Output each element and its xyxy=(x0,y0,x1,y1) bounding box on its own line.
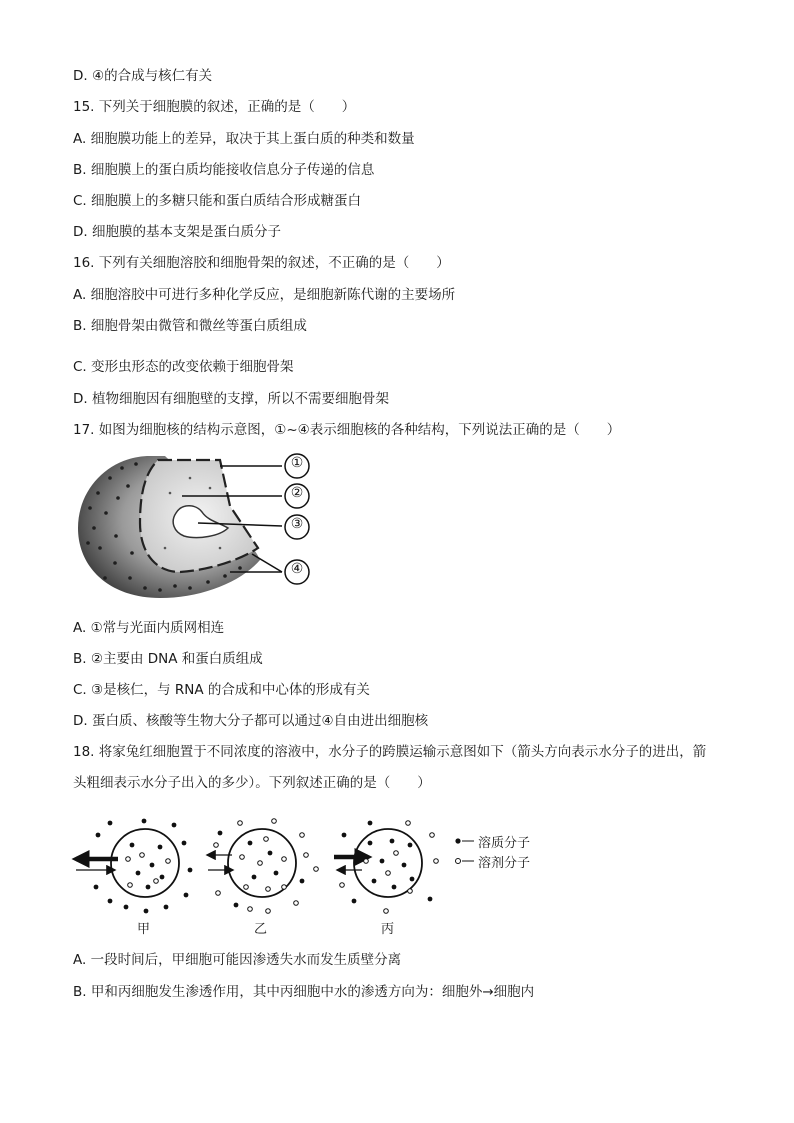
legend xyxy=(455,838,474,863)
cell-bing xyxy=(334,821,438,914)
legend-solvent-label: 溶剂分子 xyxy=(478,856,531,871)
q15-option-a: A. 细胞膜功能上的差异，取决于其上蛋白质的种类和数量 xyxy=(73,131,415,147)
q17-option-d: D. 蛋白质、核酸等生物大分子都可以通过④自由进出细胞核 xyxy=(73,713,429,729)
q15-option-c: C. 细胞膜上的多糖只能和蛋白质结合形成糖蛋白 xyxy=(73,193,362,209)
q17-option-c: C. ③是核仁，与 RNA 的合成和中心体的形成有关 xyxy=(73,682,370,698)
cell-label-bing: 丙 xyxy=(381,922,395,937)
legend-solute-marker xyxy=(455,838,460,843)
q16-option-d: D. 植物细胞因有细胞壁的支撑，所以不需要细胞骨架 xyxy=(73,391,389,407)
nucleus-label-2: ② xyxy=(290,485,304,501)
q18-stem-line1: 18. 将家兔红细胞置于不同浓度的溶液中，水分子的跨膜运输示意图如下（箭头方向表示水分子的进出，箭 xyxy=(73,744,707,760)
legend-solvent-marker xyxy=(456,859,461,864)
nucleus-label-3: ③ xyxy=(290,516,304,532)
q16-option-c: C. 变形虫形态的改变依赖于细胞骨架 xyxy=(73,359,294,375)
nucleus-drawing xyxy=(78,456,260,598)
q16-stem: 16. 下列有关细胞溶胶和细胞骨架的叙述，不正确的是（ ） xyxy=(73,255,450,271)
cell-label-yi: 乙 xyxy=(254,922,268,937)
nucleus-figure xyxy=(70,448,320,608)
legend-solute-label: 溶质分子 xyxy=(478,836,531,851)
q15-option-b: B. 细胞膜上的蛋白质均能接收信息分子传递的信息 xyxy=(73,162,375,178)
nucleus-label-1: ① xyxy=(290,455,304,471)
q14-option-d: D. ④的合成与核仁有关 xyxy=(73,68,213,84)
q15-option-d: D. 细胞膜的基本支架是蛋白质分子 xyxy=(73,224,281,240)
q16-option-a: A. 细胞溶胶中可进行多种化学反应，是细胞新陈代谢的主要场所 xyxy=(73,287,456,303)
cell-jia xyxy=(76,819,192,914)
q18-stem-line2: 头粗细表示水分子出入的多少）。下列叙述正确的是（ ） xyxy=(73,775,431,791)
q15-stem: 15. 下列关于细胞膜的叙述，正确的是（ ） xyxy=(73,99,356,115)
q18-option-b: B. 甲和丙细胞发生渗透作用，其中丙细胞中水的渗透方向为：细胞外→细胞内 xyxy=(73,984,535,1000)
cell-label-jia: 甲 xyxy=(137,922,151,937)
q17-option-b: B. ②主要由 DNA 和蛋白质组成 xyxy=(73,651,263,667)
q17-option-a: A. ①常与光面内质网相连 xyxy=(73,620,225,636)
cell-yi xyxy=(208,819,318,914)
q17-stem: 17. 如图为细胞核的结构示意图，①~④表示细胞核的各种结构，下列说法正确的是（ ） xyxy=(73,422,621,438)
nucleus-label-4: ④ xyxy=(290,561,304,577)
q16-option-b: B. 细胞骨架由微管和微丝等蛋白质组成 xyxy=(73,318,307,334)
q18-option-a: A. 一段时间后，甲细胞可能因渗透失水而发生质壁分离 xyxy=(73,952,402,968)
